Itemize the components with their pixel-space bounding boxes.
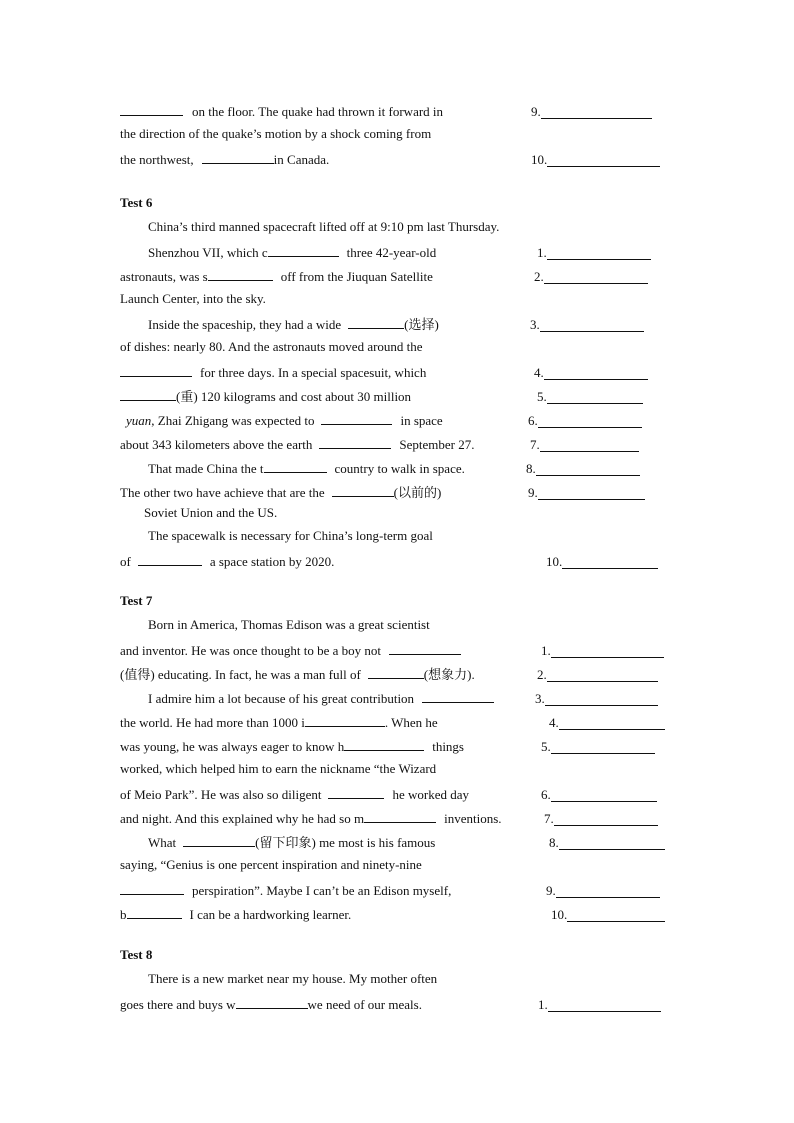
- t5-line-2: the direction of the quake’s motion by a shock coming from: [120, 126, 432, 141]
- t7-line-13: b I can be a hardworking learner.: [120, 907, 352, 922]
- blank[interactable]: [236, 995, 308, 1009]
- t6-line-14: The spacewalk is necessary for China’s long-term goal: [148, 528, 433, 543]
- t6-line-1: China’s third manned spacecraft lifted off at 9:10 pm last Thursday.: [148, 219, 500, 234]
- answer-blank[interactable]: [556, 884, 660, 898]
- answer-line-4: 4.: [534, 363, 648, 381]
- blank[interactable]: [202, 150, 274, 164]
- answer-blank[interactable]: [562, 555, 658, 569]
- t7-line-8: of Meio Park”. He was also so diligent he worked day: [120, 787, 469, 802]
- test-8-heading: Test 8: [120, 947, 153, 962]
- answer-line-10: 10.: [531, 150, 660, 168]
- t6-line-8: (重) 120 kilograms and cost about 30 million: [120, 387, 411, 405]
- answer-line-3: 3.: [535, 689, 658, 707]
- t6-line-6: of dishes: nearly 80. And the astronauts moved around the: [120, 339, 423, 354]
- blank[interactable]: [183, 833, 255, 847]
- t8-line-1: There is a new market near my house. My mother often: [148, 971, 438, 986]
- answer-line-1: 1.: [541, 641, 664, 659]
- t7-line-6: was young, he was always eager to know h things: [120, 739, 464, 754]
- blank[interactable]: [120, 363, 192, 377]
- t6-line-4: Launch Center, into the sky.: [120, 291, 266, 306]
- answer-line-6: 6.: [528, 411, 642, 429]
- blank[interactable]: [208, 267, 273, 281]
- answer-blank[interactable]: [538, 414, 642, 428]
- blank[interactable]: [305, 713, 385, 727]
- blank[interactable]: [127, 905, 182, 919]
- blank[interactable]: [364, 809, 436, 823]
- answer-line-10: 10.: [551, 905, 665, 923]
- t6-line-12: The other two have achieve that are the (以前的): [120, 485, 442, 500]
- answer-blank[interactable]: [544, 366, 648, 380]
- answer-line-2: 2.: [537, 665, 658, 683]
- test-7-heading: Test 7: [120, 593, 153, 608]
- answer-blank[interactable]: [548, 998, 661, 1012]
- answer-line-1: 1.: [537, 243, 651, 261]
- blank[interactable]: [321, 411, 392, 425]
- blank[interactable]: [389, 641, 461, 655]
- test-6-heading: Test 6: [120, 195, 153, 210]
- t7-line-10: What (留下印象) me most is his famous: [148, 835, 436, 850]
- answer-line-3: 3.: [530, 315, 644, 333]
- t6-line-7: for three days. In a special spacesuit, which: [120, 363, 426, 381]
- blank[interactable]: [268, 243, 339, 257]
- answer-blank[interactable]: [545, 692, 658, 706]
- t7-line-9: and night. And this explained why he had so m inventions.: [120, 811, 502, 826]
- t6-line-3: astronauts, was s off from the Jiuquan Satellite: [120, 269, 433, 284]
- blank[interactable]: [120, 881, 184, 895]
- t7-line-4: I admire him a lot because of his great contribution: [148, 689, 494, 707]
- blank[interactable]: [422, 689, 494, 703]
- t7-line-12: perspiration”. Maybe I can’t be an Edison myself,: [120, 881, 451, 899]
- answer-line-10: 10.: [546, 552, 658, 570]
- t7-line-2: and inventor. He was once thought to be a boy not: [120, 641, 461, 659]
- answer-blank[interactable]: [536, 462, 640, 476]
- blank[interactable]: [120, 102, 183, 116]
- answer-blank[interactable]: [559, 836, 665, 850]
- t5-line-1: on the floor. The quake had thrown it forward in: [120, 102, 443, 120]
- blank[interactable]: [348, 315, 404, 329]
- t6-line-10: about 343 kilometers above the earth September 27.: [120, 437, 475, 452]
- answer-line-5: 5.: [537, 387, 643, 405]
- answer-blank[interactable]: [551, 740, 655, 754]
- answer-blank[interactable]: [538, 486, 645, 500]
- answer-line-8: 8.: [549, 833, 665, 851]
- blank[interactable]: [332, 483, 394, 497]
- answer-blank[interactable]: [547, 153, 660, 167]
- answer-line-5: 5.: [541, 737, 655, 755]
- t7-line-3: (值得) educating. In fact, he was a man full of (想象力).: [120, 667, 475, 682]
- t7-line-5: the world. He had more than 1000 i . When he: [120, 715, 438, 730]
- t6-line-5: Inside the spaceship, they had a wide (选择): [148, 317, 439, 332]
- answer-blank[interactable]: [551, 788, 657, 802]
- answer-blank[interactable]: [547, 246, 651, 260]
- blank[interactable]: [120, 387, 176, 401]
- blank[interactable]: [368, 665, 424, 679]
- answer-blank[interactable]: [547, 390, 643, 404]
- blank[interactable]: [344, 737, 424, 751]
- blank[interactable]: [328, 785, 384, 799]
- answer-line-9: 9.: [531, 102, 652, 120]
- answer-blank[interactable]: [544, 270, 648, 284]
- blank[interactable]: [264, 459, 327, 473]
- answer-line-9: 9.: [528, 483, 645, 501]
- t6-line-11: That made China the t country to walk in space.: [148, 461, 465, 476]
- answer-line-7: 7.: [544, 809, 658, 827]
- answer-line-2: 2.: [534, 267, 648, 285]
- answer-blank[interactable]: [567, 908, 665, 922]
- answer-blank[interactable]: [540, 438, 639, 452]
- answer-line-8: 8.: [526, 459, 640, 477]
- answer-line-9: 9.: [546, 881, 660, 899]
- t7-line-7: worked, which helped him to earn the nickname “the Wizard: [120, 761, 437, 776]
- t5-line-3: the northwest, in Canada.: [120, 152, 330, 167]
- t8-line-2: goes there and buys w we need of our meals.: [120, 997, 422, 1012]
- answer-blank[interactable]: [540, 318, 644, 332]
- t6-line-9: yuan, Zhai Zhigang was expected to in space: [126, 413, 443, 428]
- answer-blank[interactable]: [559, 716, 665, 730]
- blank[interactable]: [319, 435, 391, 449]
- answer-blank[interactable]: [551, 644, 664, 658]
- t7-line-1: Born in America, Thomas Edison was a great scientist: [148, 617, 430, 632]
- answer-line-4: 4.: [549, 713, 665, 731]
- blank[interactable]: [138, 552, 202, 566]
- t6-line-13: Soviet Union and the US.: [144, 505, 278, 520]
- answer-line-1: 1.: [538, 995, 661, 1013]
- t7-line-11: saying, “Genius is one percent inspiration and ninety-nine: [120, 857, 422, 872]
- answer-line-7: 7.: [530, 435, 639, 453]
- t6-line-15: of a space station by 2020.: [120, 554, 335, 569]
- answer-blank[interactable]: [541, 105, 652, 119]
- answer-blank[interactable]: [554, 812, 658, 826]
- answer-line-6: 6.: [541, 785, 657, 803]
- answer-blank[interactable]: [547, 668, 658, 682]
- t6-line-2: Shenzhou VII, which c three 42-year-old: [148, 245, 437, 260]
